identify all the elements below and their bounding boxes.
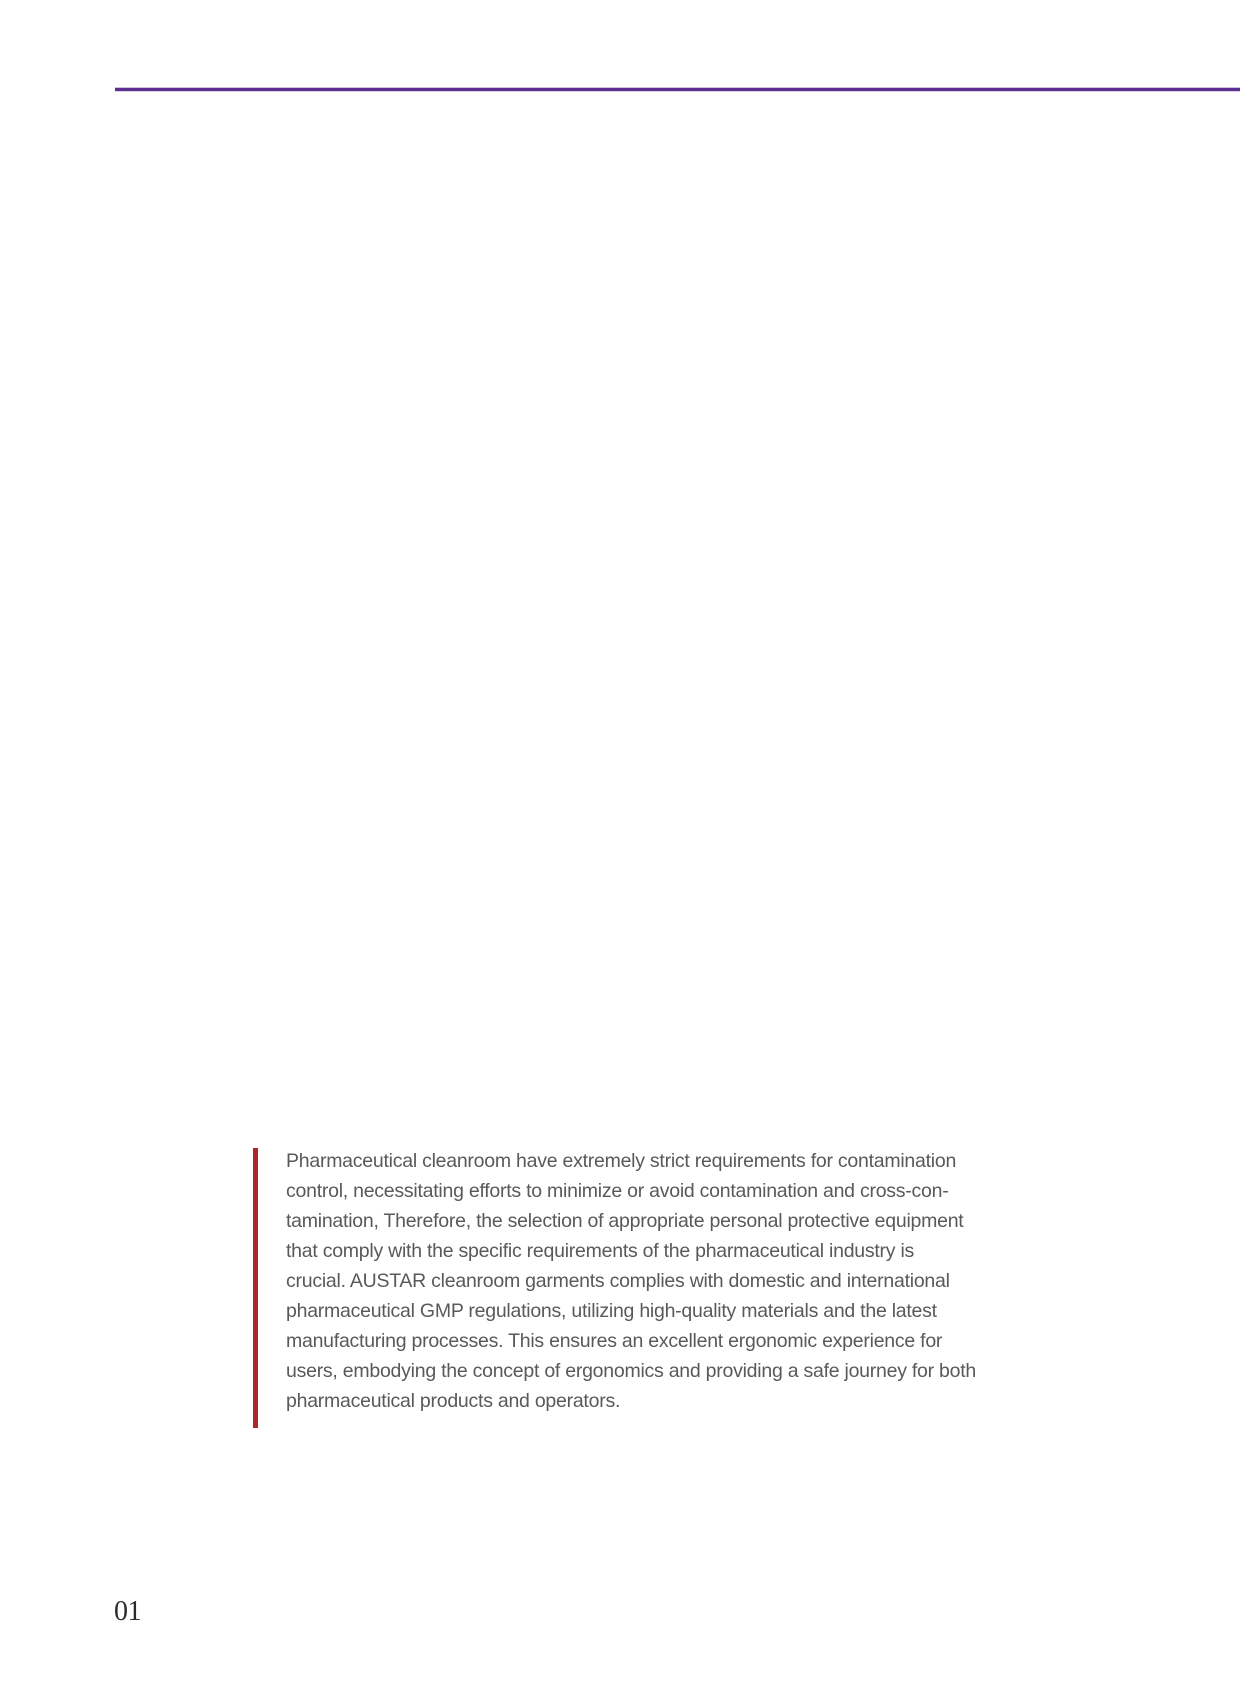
- top-rule: [115, 88, 1240, 91]
- quote-line: manufacturing processes. This ensures an excellent ergonomic experience for: [286, 1330, 943, 1352]
- quote-accent-bar: [253, 1148, 258, 1428]
- quote-line: pharmaceutical products and operators.: [286, 1390, 621, 1412]
- quote-line: users, embodying the concept of ergonomics and providing a safe journey for both: [286, 1360, 977, 1382]
- quote-paragraph: [286, 1146, 1046, 1416]
- quote-line: that comply with the specific requirements of the pharmaceutical industry is: [286, 1240, 915, 1262]
- quote-line: crucial. AUSTAR cleanroom garments complies with domestic and international: [286, 1270, 950, 1292]
- quote-line: pharmaceutical GMP regulations, utilizing high-quality materials and the latest: [286, 1300, 937, 1322]
- quote-line: Pharmaceutical cleanroom have extremely strict requirements for contamination: [286, 1150, 957, 1172]
- quote-line: tamination, Therefore, the selection of appropriate personal protective equipment: [286, 1210, 964, 1232]
- page-number: 01: [114, 1596, 141, 1627]
- quote-line: control, necessitating efforts to minimize or avoid contamination and cross-con-: [286, 1180, 949, 1202]
